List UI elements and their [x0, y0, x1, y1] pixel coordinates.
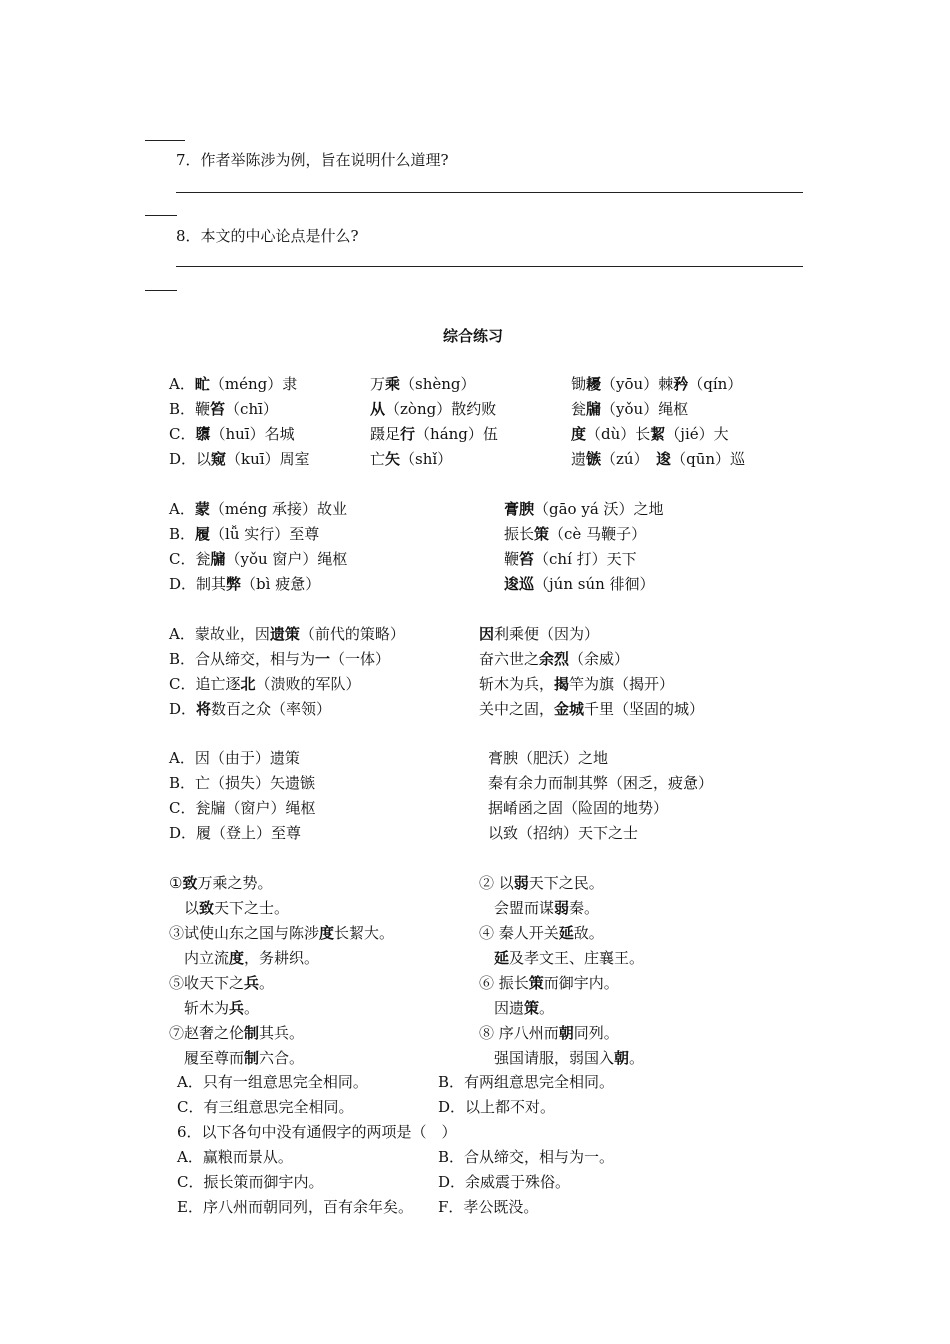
q1-option-col3: 锄耰（yōu）棘矜（qín）	[571, 375, 743, 393]
q2-option-right: 逡巡（jún sún 徘徊）	[504, 575, 655, 593]
q5-sentence-left: ①致万乘之势。	[169, 874, 273, 892]
q6-answer-option: F．孝公既没。	[438, 1198, 539, 1216]
q6-answer-option: D．余威震于殊俗。	[438, 1173, 571, 1191]
q5-sentence-right: ⑧ 序八州而朝同列。	[479, 1024, 619, 1042]
q3-option-right: 因利乘便（因为）	[479, 625, 600, 643]
q5-answer-option: A．只有一组意思完全相同。	[177, 1073, 368, 1091]
q6-answer-option: C．振长策而御宇内。	[177, 1173, 324, 1191]
q4-option-left: A．因（由于）遗策	[169, 749, 300, 767]
q5-answer-option: C．有三组意思完全相同。	[177, 1098, 354, 1116]
answer-line-tail	[145, 140, 185, 141]
question-6: 6．以下各句中没有通假字的两项是（ ）	[177, 1123, 457, 1141]
q3-option-left: B．合从缔交，相与为一（一体）	[169, 650, 391, 668]
q3-option-left: C．追亡逐北（溃败的军队）	[169, 675, 361, 693]
q4-option-right: 以致（招纳）天下之士	[488, 824, 639, 842]
question-7: 7．作者举陈涉为例，旨在说明什么道理?	[176, 151, 449, 169]
q5-answer-option: D．以上都不对。	[438, 1098, 556, 1116]
q2-option-right: 振长策（cè 马鞭子）	[504, 525, 647, 543]
q4-option-right: 据崤函之固（险固的地势）	[488, 799, 669, 817]
q4-option-left: B．亡（损失）矢遗镞	[169, 774, 316, 792]
q4-option-right: 秦有余力而制其弊（困乏，疲惫）	[488, 774, 714, 792]
q1-option-col2: 蹑足行（háng）伍	[370, 425, 498, 443]
q3-option-right: 奋六世之余烈（余威）	[479, 650, 630, 668]
q1-option-col3: 度（dù）长絜（jié）大	[571, 425, 729, 443]
q6-answer-option: B．合从缔交，相与为一。	[438, 1148, 615, 1166]
q6-answer-option: E．序八州而朝同列，百有余年矣。	[177, 1198, 413, 1216]
q2-option-left: A．蒙（méng 承接）故业	[169, 500, 347, 518]
q2-option-left: C．瓮牖（yǒu 窗户）绳枢	[169, 550, 348, 568]
q1-option-col1: A．甿（méng）隶	[169, 375, 298, 393]
q5-sentence-right: 延及孝文王、庄襄王。	[494, 949, 645, 967]
q5-sentence-right: 会盟而谋弱秦。	[479, 899, 600, 917]
q5-sentence-right: ② 以弱天下之民。	[479, 874, 604, 892]
q5-sentence-right: ④ 秦人开关延敌。	[479, 924, 604, 942]
q5-sentence-left: 内立流度，务耕织。	[169, 949, 320, 967]
q3-option-right: 斩木为兵，揭竿为旗（揭开）	[479, 675, 675, 693]
q3-option-left: D．将数百之众（率领）	[169, 700, 332, 718]
q4-option-left: C．瓮牖（窗户）绳枢	[169, 799, 316, 817]
q1-option-col3: 遗镞（zú） 逡（qūn）巡	[571, 450, 746, 468]
q2-option-left: B．履（lǚ 实行）至尊	[169, 525, 320, 543]
answer-line-tail	[145, 290, 177, 291]
q5-sentence-left: 以致天下之士。	[169, 899, 290, 917]
q1-option-col2: 万乘（shèng）	[370, 375, 476, 393]
q2-option-right: 鞭笞（chí 打）天下	[504, 550, 637, 568]
q5-sentence-right: ⑥ 振长策而御宇内。	[479, 974, 619, 992]
q5-sentence-left: ⑦赵奢之伦制其兵。	[169, 1024, 305, 1042]
q3-option-left: A．蒙故业，因遗策（前代的策略）	[169, 625, 405, 643]
q5-sentence-right: 强国请服，弱国入朝。	[479, 1049, 645, 1067]
q3-option-right: 关中之固，金城千里（坚固的城）	[479, 700, 705, 718]
q2-option-right: 膏腴（gāo yá 沃）之地	[504, 500, 664, 518]
q5-sentence-left: ⑤收天下之兵。	[169, 974, 275, 992]
q5-answer-option: B．有两组意思完全相同。	[438, 1073, 615, 1091]
question-8: 8．本文的中心论点是什么?	[176, 227, 359, 245]
q5-sentence-left: 斩木为兵。	[169, 999, 260, 1017]
q1-option-col2: 从（zòng）散约败	[370, 400, 497, 418]
q1-option-col1: D．以窥（kuī）周室	[169, 450, 310, 468]
q5-sentence-right: 因遗策。	[479, 999, 555, 1017]
q2-option-left: D．制其弊（bì 疲惫）	[169, 575, 321, 593]
q4-option-left: D．履（登上）至尊	[169, 824, 302, 842]
q5-sentence-left: ③试使山东之国与陈涉度长絜大。	[169, 924, 395, 942]
answer-line	[176, 192, 803, 193]
q1-option-col1: C．隳（huī）名城	[169, 425, 295, 443]
answer-line	[176, 266, 803, 267]
q1-option-col1: B．鞭笞（chī）	[169, 400, 278, 418]
q1-option-col3: 瓮牖（yǒu）绳枢	[571, 400, 689, 418]
q4-option-right: 膏腴（肥沃）之地	[488, 749, 609, 767]
q6-answer-option: A．赢粮而景从。	[177, 1148, 293, 1166]
section-title: 综合练习	[443, 327, 504, 345]
q5-sentence-left: 履至尊而制六合。	[169, 1049, 305, 1067]
answer-line-tail	[145, 215, 177, 216]
q1-option-col2: 亡矢（shǐ）	[370, 450, 453, 468]
